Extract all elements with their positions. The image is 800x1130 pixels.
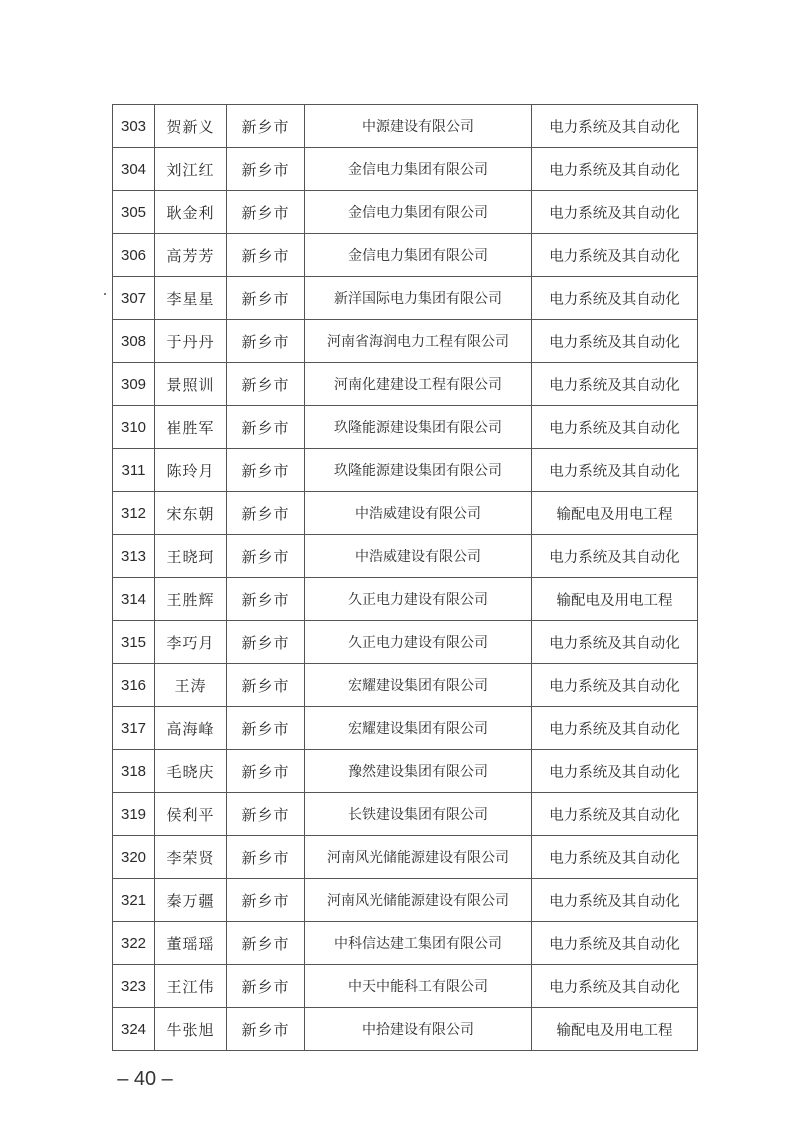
row-number-cell: 303 <box>113 105 155 148</box>
table-row <box>113 879 698 922</box>
company-cell: 新洋国际电力集团有限公司 <box>305 277 532 320</box>
city-cell: 新乡市 <box>227 793 305 836</box>
table-row <box>113 277 698 320</box>
city-cell: 新乡市 <box>227 449 305 492</box>
company-cell: 宏耀建设集团有限公司 <box>305 664 532 707</box>
table-row <box>113 406 698 449</box>
row-number-cell: 312 <box>113 492 155 535</box>
person-name-cell: 王涛 <box>155 664 227 707</box>
table-row <box>113 535 698 578</box>
city-cell: 新乡市 <box>227 664 305 707</box>
row-number-cell: 318 <box>113 750 155 793</box>
person-name-cell: 王江伟 <box>155 965 227 1008</box>
company-cell: 河南风光储能源建设有限公司 <box>305 879 532 922</box>
city-cell: 新乡市 <box>227 105 305 148</box>
city-cell: 新乡市 <box>227 707 305 750</box>
company-cell: 金信电力集团有限公司 <box>305 234 532 277</box>
table-row <box>113 492 698 535</box>
city-cell: 新乡市 <box>227 277 305 320</box>
row-number-cell: 304 <box>113 148 155 191</box>
specialty-cell: 输配电及用电工程 <box>532 1008 698 1051</box>
company-cell: 久正电力建设有限公司 <box>305 578 532 621</box>
person-name-cell: 于丹丹 <box>155 320 227 363</box>
city-cell: 新乡市 <box>227 578 305 621</box>
row-number-cell: 317 <box>113 707 155 750</box>
person-name-cell: 侯利平 <box>155 793 227 836</box>
person-name-cell: 李巧月 <box>155 621 227 664</box>
person-name-cell: 高海峰 <box>155 707 227 750</box>
table-row <box>113 578 698 621</box>
specialty-cell: 电力系统及其自动化 <box>532 664 698 707</box>
table-row <box>113 793 698 836</box>
city-cell: 新乡市 <box>227 492 305 535</box>
specialty-cell: 电力系统及其自动化 <box>532 836 698 879</box>
table-body <box>113 105 698 1051</box>
person-name-cell: 崔胜军 <box>155 406 227 449</box>
table-row <box>113 234 698 277</box>
city-cell: 新乡市 <box>227 750 305 793</box>
row-number-cell: 311 <box>113 449 155 492</box>
city-cell: 新乡市 <box>227 406 305 449</box>
specialty-cell: 电力系统及其自动化 <box>532 191 698 234</box>
personnel-table <box>112 104 698 1051</box>
specialty-cell: 电力系统及其自动化 <box>532 234 698 277</box>
specialty-cell: 电力系统及其自动化 <box>532 965 698 1008</box>
row-number-cell: 310 <box>113 406 155 449</box>
specialty-cell: 电力系统及其自动化 <box>532 105 698 148</box>
city-cell: 新乡市 <box>227 363 305 406</box>
table-row <box>113 191 698 234</box>
row-number-cell: 322 <box>113 922 155 965</box>
specialty-cell: 电力系统及其自动化 <box>532 320 698 363</box>
scan-speck <box>104 293 106 295</box>
city-cell: 新乡市 <box>227 191 305 234</box>
specialty-cell: 电力系统及其自动化 <box>532 621 698 664</box>
table-row <box>113 148 698 191</box>
table-row <box>113 320 698 363</box>
row-number-cell: 324 <box>113 1008 155 1051</box>
company-cell: 河南风光储能源建设有限公司 <box>305 836 532 879</box>
city-cell: 新乡市 <box>227 621 305 664</box>
company-cell: 中浩威建设有限公司 <box>305 535 532 578</box>
row-number-cell: 308 <box>113 320 155 363</box>
table-row <box>113 707 698 750</box>
city-cell: 新乡市 <box>227 234 305 277</box>
specialty-cell: 电力系统及其自动化 <box>532 277 698 320</box>
specialty-cell: 电力系统及其自动化 <box>532 535 698 578</box>
company-cell: 中拾建设有限公司 <box>305 1008 532 1051</box>
row-number-cell: 316 <box>113 664 155 707</box>
page-number: – 40 – <box>117 1068 173 1090</box>
row-number-cell: 313 <box>113 535 155 578</box>
company-cell: 豫然建设集团有限公司 <box>305 750 532 793</box>
person-name-cell: 董瑶瑶 <box>155 922 227 965</box>
city-cell: 新乡市 <box>227 922 305 965</box>
company-cell: 河南省海润电力工程有限公司 <box>305 320 532 363</box>
table-row <box>113 836 698 879</box>
row-number-cell: 319 <box>113 793 155 836</box>
company-cell: 久正电力建设有限公司 <box>305 621 532 664</box>
company-cell: 中科信达建工集团有限公司 <box>305 922 532 965</box>
table-row <box>113 1008 698 1051</box>
table-row <box>113 965 698 1008</box>
company-cell: 中浩威建设有限公司 <box>305 492 532 535</box>
person-name-cell: 宋东朝 <box>155 492 227 535</box>
row-number-cell: 323 <box>113 965 155 1008</box>
person-name-cell: 耿金利 <box>155 191 227 234</box>
city-cell: 新乡市 <box>227 965 305 1008</box>
table-row <box>113 105 698 148</box>
specialty-cell: 电力系统及其自动化 <box>532 793 698 836</box>
person-name-cell: 李荣贤 <box>155 836 227 879</box>
person-name-cell: 牛张旭 <box>155 1008 227 1051</box>
row-number-cell: 306 <box>113 234 155 277</box>
company-cell: 金信电力集团有限公司 <box>305 148 532 191</box>
person-name-cell: 贺新义 <box>155 105 227 148</box>
company-cell: 金信电力集团有限公司 <box>305 191 532 234</box>
row-number-cell: 305 <box>113 191 155 234</box>
specialty-cell: 电力系统及其自动化 <box>532 449 698 492</box>
row-number-cell: 309 <box>113 363 155 406</box>
person-name-cell: 高芳芳 <box>155 234 227 277</box>
table-row <box>113 750 698 793</box>
specialty-cell: 输配电及用电工程 <box>532 492 698 535</box>
row-number-cell: 315 <box>113 621 155 664</box>
company-cell: 玖隆能源建设集团有限公司 <box>305 449 532 492</box>
row-number-cell: 307 <box>113 277 155 320</box>
city-cell: 新乡市 <box>227 1008 305 1051</box>
person-name-cell: 景照训 <box>155 363 227 406</box>
specialty-cell: 电力系统及其自动化 <box>532 879 698 922</box>
person-name-cell: 刘江红 <box>155 148 227 191</box>
specialty-cell: 电力系统及其自动化 <box>532 363 698 406</box>
city-cell: 新乡市 <box>227 836 305 879</box>
specialty-cell: 电力系统及其自动化 <box>532 922 698 965</box>
table-row <box>113 363 698 406</box>
person-name-cell: 王胜辉 <box>155 578 227 621</box>
specialty-cell: 电力系统及其自动化 <box>532 707 698 750</box>
person-name-cell: 陈玲月 <box>155 449 227 492</box>
company-cell: 中源建设有限公司 <box>305 105 532 148</box>
row-number-cell: 321 <box>113 879 155 922</box>
specialty-cell: 电力系统及其自动化 <box>532 406 698 449</box>
company-cell: 长铁建设集团有限公司 <box>305 793 532 836</box>
table-row <box>113 621 698 664</box>
city-cell: 新乡市 <box>227 879 305 922</box>
table-row <box>113 922 698 965</box>
table-row <box>113 664 698 707</box>
specialty-cell: 电力系统及其自动化 <box>532 148 698 191</box>
person-name-cell: 李星星 <box>155 277 227 320</box>
specialty-cell: 电力系统及其自动化 <box>532 750 698 793</box>
person-name-cell: 王晓珂 <box>155 535 227 578</box>
person-name-cell: 秦万疆 <box>155 879 227 922</box>
company-cell: 宏耀建设集团有限公司 <box>305 707 532 750</box>
row-number-cell: 320 <box>113 836 155 879</box>
company-cell: 河南化建建设工程有限公司 <box>305 363 532 406</box>
table-row <box>113 449 698 492</box>
row-number-cell: 314 <box>113 578 155 621</box>
company-cell: 玖隆能源建设集团有限公司 <box>305 406 532 449</box>
company-cell: 中天中能科工有限公司 <box>305 965 532 1008</box>
city-cell: 新乡市 <box>227 320 305 363</box>
specialty-cell: 输配电及用电工程 <box>532 578 698 621</box>
person-name-cell: 毛晓庆 <box>155 750 227 793</box>
city-cell: 新乡市 <box>227 535 305 578</box>
city-cell: 新乡市 <box>227 148 305 191</box>
